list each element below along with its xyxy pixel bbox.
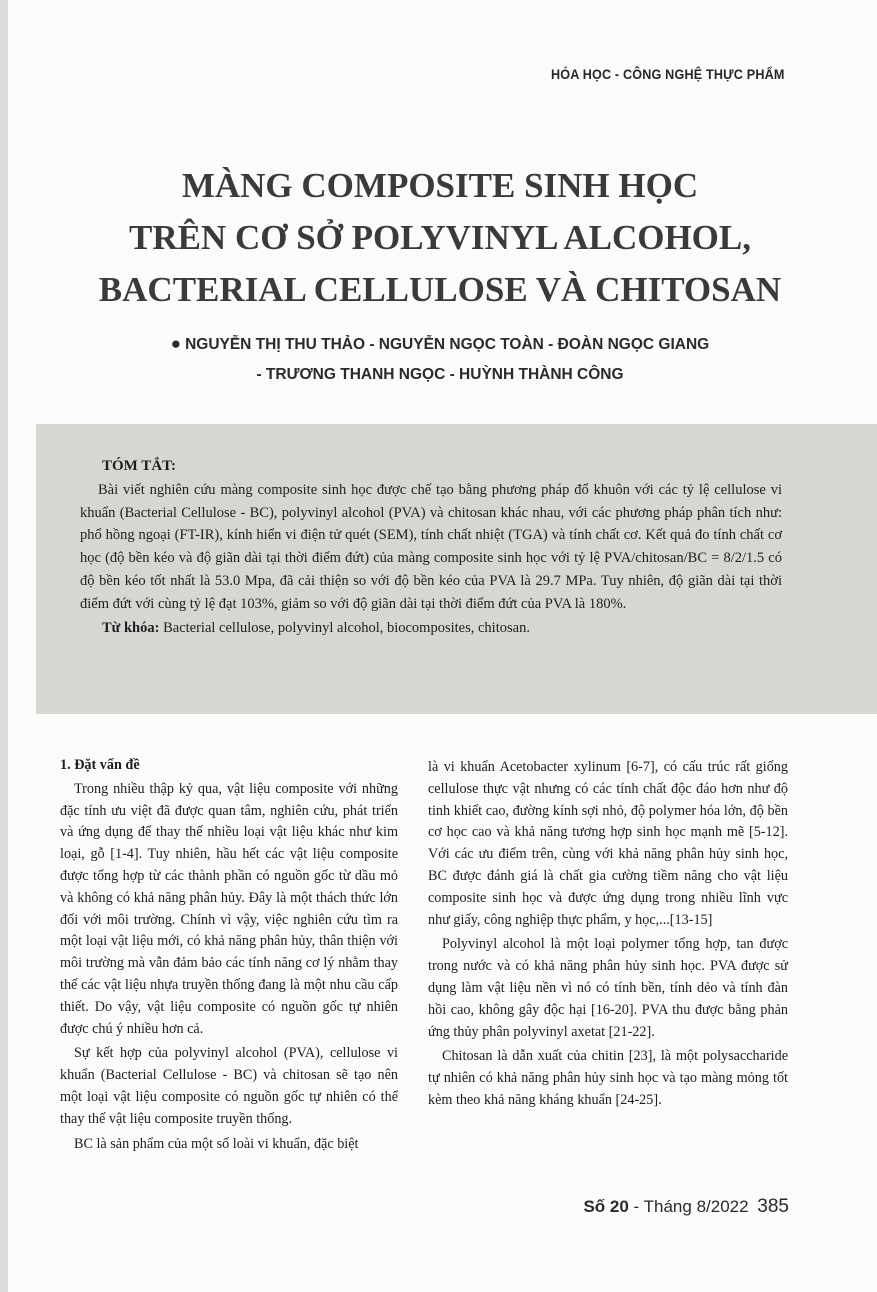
- issue-number: Số 20: [583, 1197, 629, 1216]
- title-line: TRÊN CƠ SỞ POLYVINYL ALCOHOL,: [128, 218, 752, 257]
- author-line: - TRƯƠNG THANH NGỌC - HUỲNH THÀNH CÔNG: [256, 366, 624, 383]
- page-edge-shadow: [0, 0, 8, 1292]
- author-line: [60, 329, 820, 360]
- paragraph: Chitosan là dẫn xuất của chitin [23], là một polysaccharide tự nhiên có khả năng phân hủy sinh học và tạo màng mỏng tốt kèm theo khả năng kháng khuẩn [24-25].: [428, 1048, 788, 1108]
- running-header: HÓA HỌC - CÔNG NGHỆ THỰC PHẨM: [551, 66, 785, 82]
- footer-separator: -: [633, 1197, 640, 1216]
- abstract-content: [80, 458, 782, 639]
- page-footer: [583, 1196, 789, 1218]
- section-heading: 1. Đặt vấn đề: [60, 757, 140, 773]
- issue-date: Tháng 8/2022: [643, 1197, 749, 1216]
- page-number: 385: [757, 1196, 789, 1217]
- author-names: NGUYỄN THỊ THU THẢO - NGUYỄN NGỌC TOÀN - ĐOÀN NGỌC GIANG: [185, 336, 710, 353]
- right-column: [428, 757, 788, 1115]
- keywords-text: Bacterial cellulose, polyvinyl alcohol, biocomposites, chitosan.: [163, 620, 530, 637]
- paragraph: Sự kết hợp của polyvinyl alcohol (PVA), cellulose vi khuẩn (Bacterial Cellulose - BC) và chitosan sẽ tạo nên một loại vật liệu composite có nguồn gốc tự nhiên có thể thay thế vật liệu composite truyền thống.: [60, 1045, 398, 1127]
- abstract-heading: TÓM TẮT:: [102, 458, 177, 474]
- paragraph: là vi khuẩn Acetobacter xylinum [6-7], có cấu trúc rất giống cellulose thực vật nhưng có các tính chất độc đáo hơn như độ tinh khiết cao, đường kính sợi nhỏ, độ polymer hóa lớn, độ bền cơ học cao và khả năng tương hợp sinh học mạnh mẽ [5-12]. Với các ưu điểm trên, cùng với khả năng phân hủy sinh học, BC được đánh giá là chất gia cường tiềm năng cho vật liệu composite sinh học và được ứng dụng trong nhiều lĩnh vực như giấy, công nghiệp thực phẩm, y học,...[13-15]: [428, 759, 788, 928]
- title-line: MÀNG COMPOSITE SINH HỌC: [181, 166, 699, 205]
- paragraph: Trong nhiều thập kỷ qua, vật liệu composite với những đặc tính ưu việt đã được quan tâm, nghiên cứu, phát triển và ứng dụng để thay thế nhiều loại vật liệu khác như kim loại, gỗ [1-4]. Tuy nhiên, hầu hết các vật liệu composite được tổng hợp từ các thành phần có nguồn gốc từ dầu mỏ và không có khả năng phân hủy. Đây là một thách thức lớn đối với môi trường. Chính vì vậy, việc nghiên cứu tìm ra một loại vật liệu mới, có khả năng phân hủy, thân thiện với môi trường mà vẫn đảm bảo các tính năng cơ lý nhằm thay thế các vật liệu nhựa truyền thống đang là một nhu cầu cấp thiết. Do vậy, vật liệu composite có nguồn gốc tự nhiên được chú ý nhiều hơn cả.: [60, 780, 398, 1037]
- abstract-panel: [36, 424, 877, 714]
- bullet-icon: ●: [170, 334, 182, 353]
- article-title: [60, 160, 820, 316]
- author-list: [60, 329, 820, 390]
- paragraph: Polyvinyl alcohol là một loại polymer tổng hợp, tan được trong nước và có khả năng phân hủy sinh học. PVA được sử dụng làm vật liệu nền vì nó có tính bền, tính dẻo và tính đàn hồi cao, không gây độc hại [16-20]. PVA thu được bằng phản ứng thủy phân polyvinyl axetat [21-22].: [428, 936, 788, 1040]
- paragraph: BC là sản phẩm của một số loài vi khuẩn, đặc biệt: [74, 1135, 359, 1152]
- left-column: [60, 755, 398, 1158]
- keywords-label: Từ khóa:: [102, 620, 160, 637]
- keywords: [102, 617, 782, 639]
- abstract-text: Bài viết nghiên cứu màng composite sinh học được chế tạo bằng phương pháp đổ khuôn với các tỷ lệ cellulose vi khuẩn (Bacterial Cellulose - BC), polyvinyl alcohol (PVA) và chitosan khác nhau, với các phương pháp phân tích như: phổ hồng ngoại (FT-IR), kính hiển vi điện tử quét (SEM), tính chất nhiệt (TGA) và tính chất cơ. Kết quả đo tính chất cơ học (độ bền kéo và độ giãn dài tại thời điểm đứt) của màng composite sinh học với tỷ lệ PVA/chitosan/BC = 8/2/1.5 có độ bền kéo tốt nhất là 53.0 Mpa, đã cải thiện so với độ bền kéo của PVA là 29.7 MPa. Tuy nhiên, độ giãn dài tại thời điểm đứt với cùng tỷ lệ đạt 103%, giảm so với độ giãn dài tại thời điểm đứt của PVA là 180%.: [80, 482, 782, 612]
- title-line: BACTERIAL CELLULOSE VÀ CHITOSAN: [98, 270, 782, 309]
